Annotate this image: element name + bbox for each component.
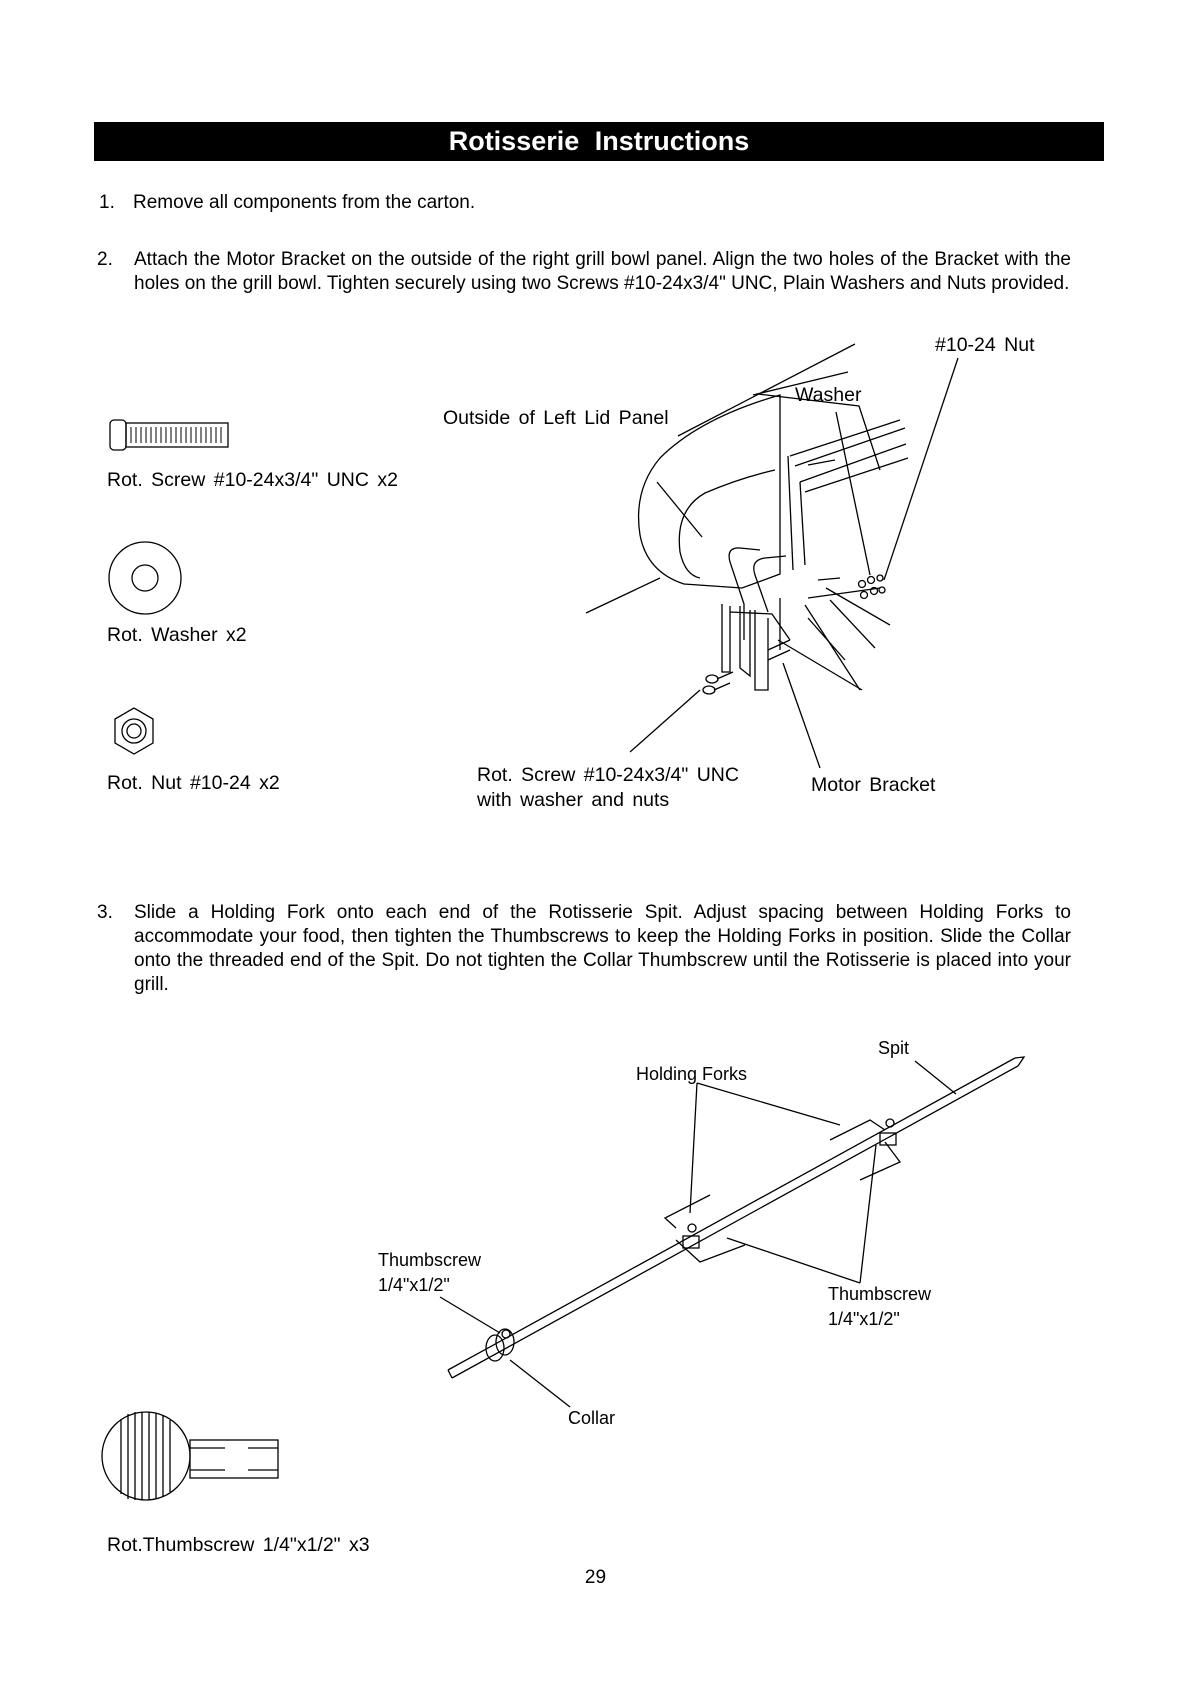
washer-icon	[109, 542, 181, 614]
part-washer-label: Rot. Washer x2	[107, 624, 247, 646]
thumbscrew-left-line2: 1/4"x1/2"	[378, 1275, 450, 1295]
thumbscrew-icon	[102, 1412, 278, 1500]
page-title: Rotisserie Instructions	[94, 122, 1104, 161]
collar-callout: Collar	[568, 1408, 616, 1428]
thumbscrew-left-line1: Thumbscrew	[378, 1250, 482, 1270]
page-number: 29	[584, 1567, 607, 1588]
lid-panel-callout: Outside of Left Lid Panel	[443, 407, 669, 429]
step-1	[99, 191, 1069, 217]
nut-icon	[115, 708, 153, 754]
step-3-text: Slide a Holding Fork onto each end of the Rotisserie Spit. Adjust spacing between Holding Forks to accommodate your food, then tighten the Thumbscrews to keep the Holding Forks in position. Slide the Collar onto the threaded end of the Spit. Do not tighten the Collar Thumbscrew until the Rotisserie is placed into your grill.	[134, 902, 1071, 995]
screw-callout-line2: with washer and nuts	[477, 789, 670, 811]
step-2-number: 2.	[97, 249, 113, 270]
spit-callout: Spit	[878, 1038, 910, 1058]
step-2	[97, 248, 1071, 322]
motor-bracket-callout: Motor Bracket	[811, 774, 936, 796]
step-1-number: 1.	[99, 192, 115, 213]
nut-callout: #10-24 Nut	[935, 334, 1035, 356]
part-thumbscrew-label: Rot.Thumbscrew 1/4"x1/2" x3	[107, 1534, 370, 1556]
spit-diagram	[440, 1057, 1024, 1407]
step-3-number: 3.	[97, 902, 113, 923]
thumbscrew-right-line2: 1/4"x1/2"	[828, 1309, 900, 1329]
screw-callout-line1: Rot. Screw #10-24x3/4" UNC	[477, 764, 739, 786]
step-1-text: Remove all components from the carton.	[133, 192, 476, 213]
screw-icon	[110, 420, 228, 450]
part-nut-label: Rot. Nut #10-24 x2	[107, 772, 280, 794]
holding-forks-callout: Holding Forks	[636, 1064, 748, 1084]
part-screw-label: Rot. Screw #10-24x3/4" UNC x2	[107, 469, 398, 491]
step-2-text: Attach the Motor Bracket on the outside of the right grill bowl panel. Align the two holes of the Bracket with the holes on the grill bowl. Tighten securely using two Screws #10-24x3/4" UNC, Plain Washers and Nuts provided.	[134, 249, 1071, 294]
washer-callout: Washer	[795, 384, 862, 406]
step-3	[97, 901, 1071, 999]
thumbscrew-right-line1: Thumbscrew	[828, 1284, 932, 1304]
